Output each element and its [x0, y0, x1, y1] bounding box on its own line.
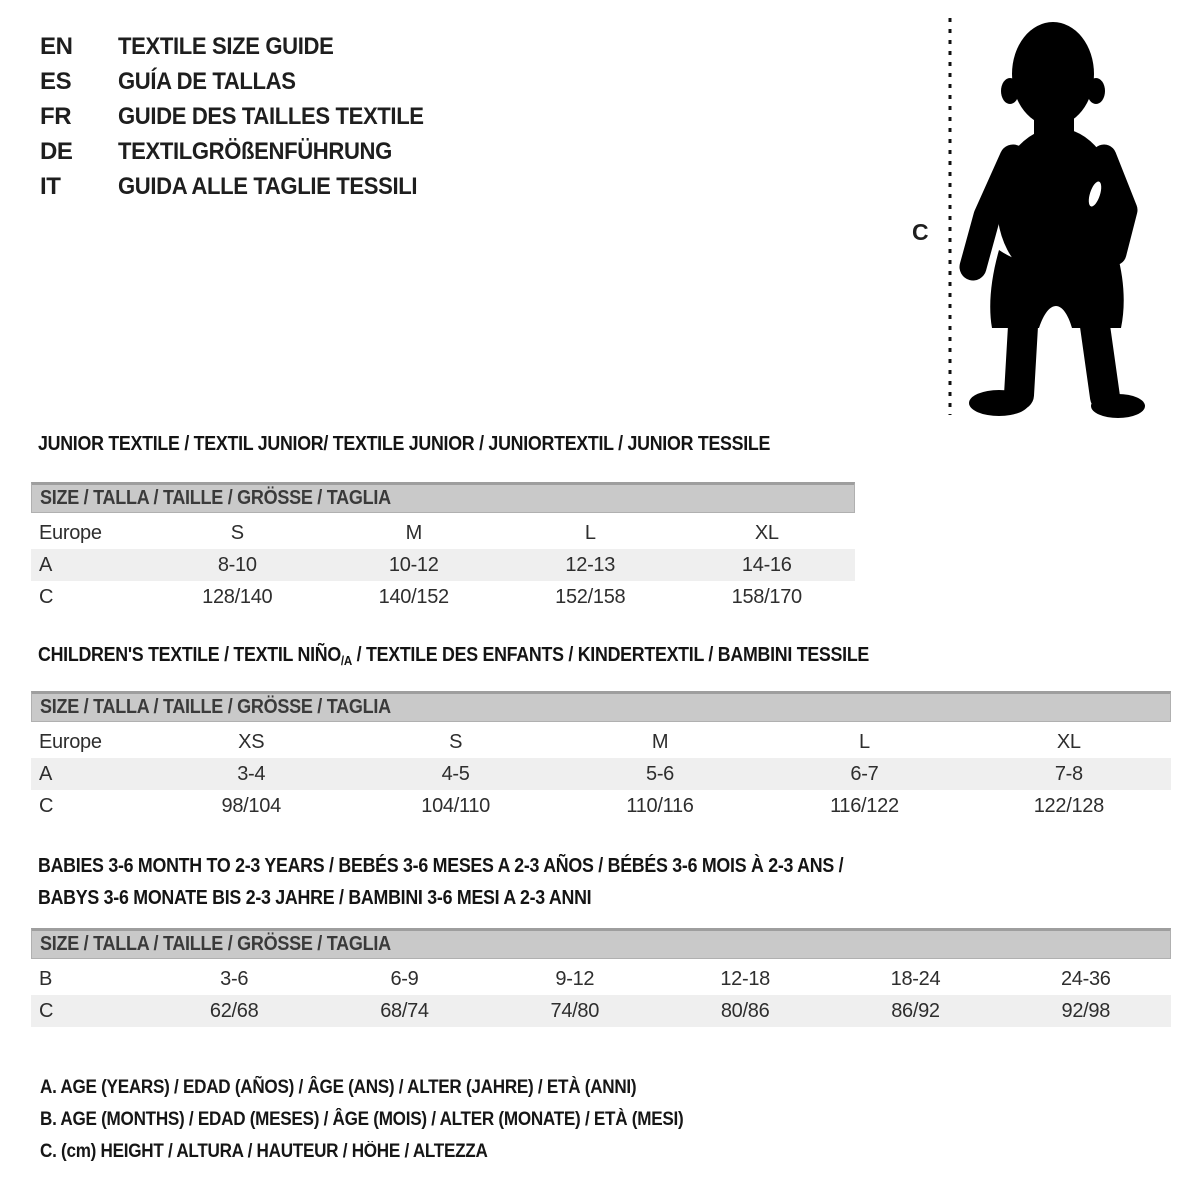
size-cell: XL — [754, 522, 779, 544]
language-row-fr — [40, 99, 450, 134]
age-cell: 8-10 — [217, 554, 257, 576]
size-cell: S — [449, 731, 463, 753]
babies-size-table — [31, 928, 1171, 1027]
language-row-it — [40, 169, 450, 204]
row-label: A — [39, 554, 53, 576]
children-table-rows — [31, 726, 1171, 822]
size-header-label: SIZE / TALLA / TAILLE / GRÖSSE / TAGLIA — [40, 696, 391, 718]
age-cell: 4-5 — [441, 763, 470, 785]
toddler-silhouette-icon — [935, 12, 1175, 422]
months-cell: 12-18 — [720, 968, 770, 990]
table-row-height — [31, 790, 1171, 822]
babies-section-heading — [38, 850, 843, 914]
months-cell: 18-24 — [890, 968, 941, 990]
age-cell: 3-4 — [237, 763, 266, 785]
size-cell: S — [230, 522, 244, 544]
months-cell: 24-36 — [1060, 968, 1111, 990]
junior-size-table — [31, 482, 855, 613]
height-cell: 128/140 — [202, 586, 273, 608]
height-cell: 122/128 — [1033, 795, 1104, 817]
age-cell: 14-16 — [741, 554, 792, 576]
height-cell: 152/158 — [555, 586, 626, 608]
size-cell: XL — [1056, 731, 1081, 753]
months-cell: 9-12 — [555, 968, 595, 990]
babies-heading-line2: BABYS 3-6 MONATE BIS 2-3 JAHRE / BAMBINI 3-6 MESI A 2-3 ANNI — [38, 887, 592, 909]
language-code: EN — [40, 33, 73, 60]
age-cell: 12-13 — [565, 554, 616, 576]
row-label: C — [39, 795, 54, 817]
row-label: A — [39, 763, 53, 785]
size-cell: M — [651, 731, 669, 753]
children-heading-sub: /A — [340, 653, 352, 668]
row-label: Europe — [39, 522, 102, 544]
height-cell: 92/98 — [1061, 1000, 1111, 1022]
guide-title-it: GUIDA ALLE TAGLIE TESSILI — [118, 173, 418, 200]
language-row-es — [40, 64, 450, 99]
size-header-label: SIZE / TALLA / TAILLE / GRÖSSE / TAGLIA — [40, 933, 391, 955]
children-size-table — [31, 691, 1171, 822]
months-cell: 6-9 — [390, 968, 419, 990]
language-code: FR — [40, 103, 72, 130]
language-title-list — [40, 29, 450, 204]
language-row-de — [40, 134, 450, 169]
table-row-europe — [31, 517, 855, 549]
legend-age-months: B. AGE (MONTHS) / EDAD (MESES) / ÂGE (MOIS) / ALTER (MONATE) / ETÀ (MESI) — [40, 1109, 684, 1130]
guide-title-es: GUÍA DE TALLAS — [118, 68, 296, 95]
row-label: B — [39, 968, 53, 990]
children-heading-pre: CHILDREN'S TEXTILE / TEXTIL NIÑO — [38, 644, 341, 666]
table-row-height — [31, 995, 1171, 1027]
row-label: C — [39, 1000, 54, 1022]
table-row-height — [31, 581, 855, 613]
legend-height-cm: C. (cm) HEIGHT / ALTURA / HAUTEUR / HÖHE / ALTEZZA — [40, 1141, 488, 1162]
junior-table-rows — [31, 517, 855, 613]
age-cell: 10-12 — [388, 554, 439, 576]
toddler-silhouette-figure — [935, 12, 1175, 422]
size-header-bar — [31, 928, 1171, 959]
table-row-age — [31, 758, 1171, 790]
size-header-bar — [31, 482, 855, 513]
age-cell: 5-6 — [646, 763, 675, 785]
table-row-age — [31, 549, 855, 581]
guide-title-de: TEXTILGRÖßENFÜHRUNG — [118, 138, 392, 165]
height-cell: 62/68 — [209, 1000, 259, 1022]
height-cell: 86/92 — [891, 1000, 940, 1022]
size-cell: XS — [238, 731, 265, 753]
height-measure-label: C — [912, 219, 929, 245]
legend-age-years: A. AGE (YEARS) / EDAD (AÑOS) / ÂGE (ANS) / ALTER (JAHRE) / ETÀ (ANNI) — [40, 1077, 637, 1098]
row-label: C — [39, 586, 54, 608]
size-cell: L — [584, 522, 596, 544]
language-row-en — [40, 29, 450, 64]
height-cell: 68/74 — [380, 1000, 429, 1022]
language-code: DE — [40, 138, 73, 165]
children-heading-post: / TEXTILE DES ENFANTS / KINDERTEXTIL / BAMBINI TESSILE — [351, 644, 870, 666]
height-cell: 158/170 — [731, 586, 802, 608]
height-cell: 116/122 — [830, 795, 899, 817]
guide-title-en: TEXTILE SIZE GUIDE — [118, 33, 334, 60]
height-cell: 74/80 — [550, 1000, 600, 1022]
table-row-europe — [31, 726, 1171, 758]
months-cell: 3-6 — [220, 968, 249, 990]
height-cell: 80/86 — [720, 1000, 770, 1022]
height-cell: 98/104 — [221, 795, 281, 817]
babies-table-rows — [31, 963, 1171, 1027]
size-header-bar — [31, 691, 1171, 722]
language-code: ES — [40, 68, 72, 95]
size-cell: L — [859, 731, 870, 753]
language-code: IT — [40, 173, 61, 200]
guide-title-fr: GUIDE DES TAILLES TEXTILE — [118, 103, 424, 130]
table-row-months — [31, 963, 1171, 995]
junior-section-heading: JUNIOR TEXTILE / TEXTIL JUNIOR/ TEXTILE JUNIOR / JUNIORTEXTIL / JUNIOR TESSILE — [38, 433, 771, 455]
height-cell: 110/116 — [626, 795, 694, 817]
children-section-heading — [38, 639, 869, 673]
babies-heading-line1: BABIES 3-6 MONTH TO 2-3 YEARS / BEBÉS 3-6 MESES A 2-3 AÑOS / BÉBÉS 3-6 MOIS À 2-3 ANS / — [38, 855, 844, 877]
measurement-legend — [40, 1072, 755, 1168]
height-cell: 104/110 — [421, 795, 490, 817]
height-cell: 140/152 — [378, 586, 449, 608]
age-cell: 7-8 — [1054, 763, 1083, 785]
age-cell: 6-7 — [850, 763, 879, 785]
size-header-label: SIZE / TALLA / TAILLE / GRÖSSE / TAGLIA — [40, 487, 391, 509]
row-label: Europe — [39, 731, 102, 753]
size-cell: M — [405, 522, 422, 544]
